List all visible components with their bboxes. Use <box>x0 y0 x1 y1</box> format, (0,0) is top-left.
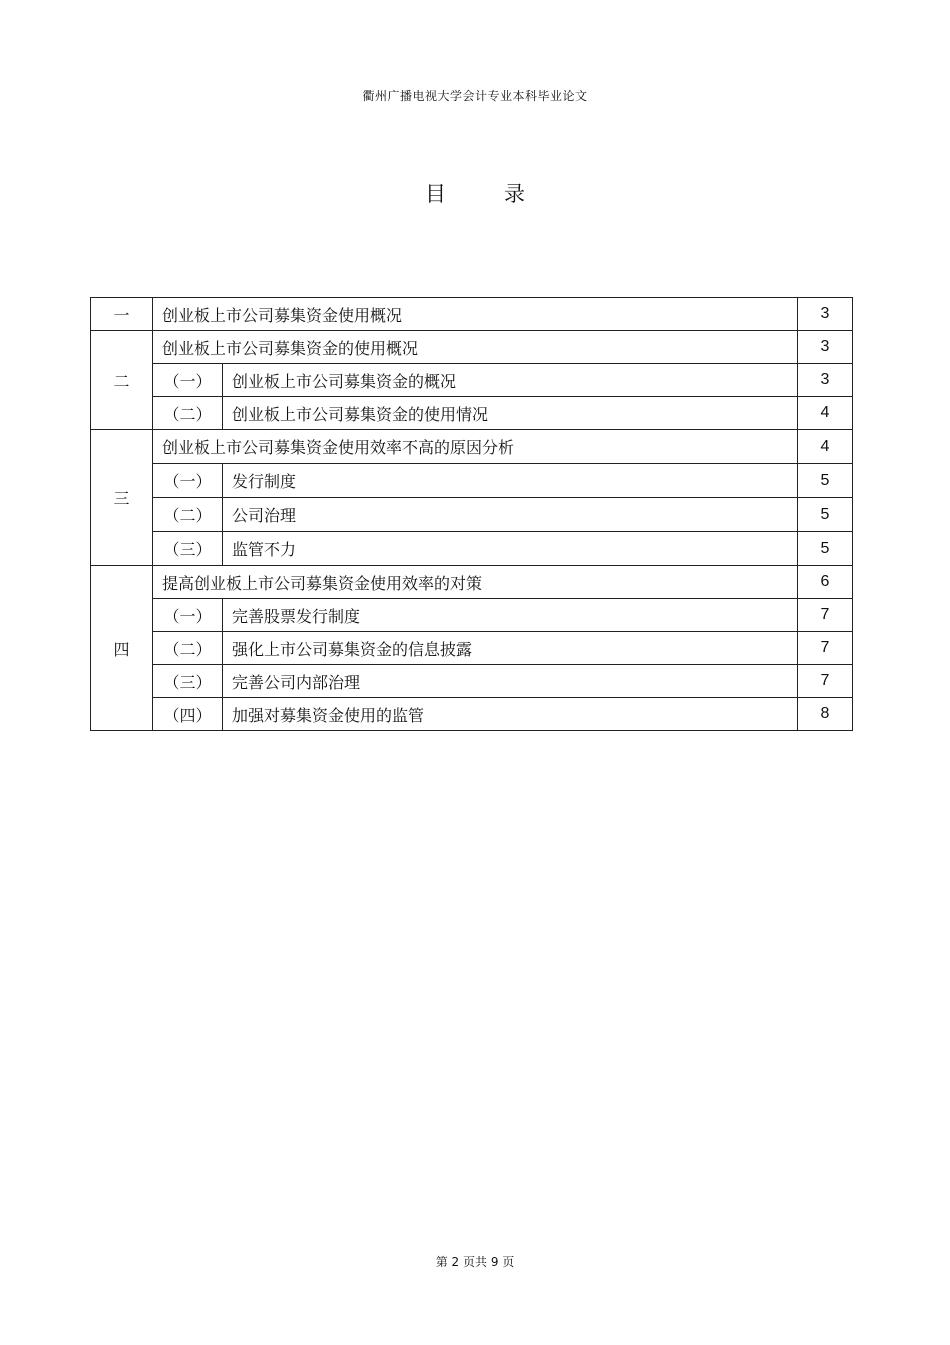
subsection-label: （一） <box>153 464 223 498</box>
page-number: 5 <box>798 498 853 532</box>
subsection-label: （三） <box>153 665 223 698</box>
toc-row <box>91 599 853 632</box>
subsection-label: （二） <box>153 397 223 430</box>
subsection-label: （一） <box>153 599 223 632</box>
page-number: 7 <box>798 665 853 698</box>
subsection-title: 公司治理 <box>223 498 798 532</box>
toc-table <box>90 297 853 731</box>
section-title: 提高创业板上市公司募集资金使用效率的对策 <box>153 566 798 599</box>
subsection-title: 完善股票发行制度 <box>223 599 798 632</box>
subsection-title: 完善公司内部治理 <box>223 665 798 698</box>
page-footer: 第 2 页共 9 页 <box>435 1255 515 1269</box>
section-title: 创业板上市公司募集资金使用效率不高的原因分析 <box>153 430 798 464</box>
page-number: 8 <box>798 698 853 731</box>
toc-row <box>91 498 853 532</box>
subsection-label: （一） <box>153 364 223 397</box>
subsection-title: 创业板上市公司募集资金的使用情况 <box>223 397 798 430</box>
subsection-label: （三） <box>153 532 223 566</box>
page-number: 7 <box>798 599 853 632</box>
toc-row <box>91 632 853 665</box>
section-title: 创业板上市公司募集资金使用概况 <box>153 298 798 331</box>
toc-row <box>91 430 853 464</box>
running-header: 衢州广播电视大学会计专业本科毕业论文 <box>362 89 588 103</box>
title-char-1: 目 <box>425 182 446 206</box>
subsection-title: 强化上市公司募集资金的信息披露 <box>223 632 798 665</box>
subsection-label: （四） <box>153 698 223 731</box>
page-number: 6 <box>798 566 853 599</box>
toc-row <box>91 698 853 731</box>
subsection-title: 加强对募集资金使用的监管 <box>223 698 798 731</box>
title-char-2: 录 <box>504 182 525 206</box>
toc-row <box>91 364 853 397</box>
page-number: 5 <box>798 464 853 498</box>
toc-row <box>91 532 853 566</box>
page-number: 3 <box>798 364 853 397</box>
page-number: 4 <box>798 430 853 464</box>
page-title <box>0 178 950 208</box>
section-number: 四 <box>91 566 153 731</box>
subsection-label: （二） <box>153 632 223 665</box>
subsection-title: 创业板上市公司募集资金的概况 <box>223 364 798 397</box>
section-number: 二 <box>91 331 153 430</box>
subsection-label: （二） <box>153 498 223 532</box>
toc-row <box>91 298 853 331</box>
toc-row <box>91 397 853 430</box>
page-number: 3 <box>798 298 853 331</box>
toc-row <box>91 566 853 599</box>
section-title: 创业板上市公司募集资金的使用概况 <box>153 331 798 364</box>
page-number: 5 <box>798 532 853 566</box>
subsection-title: 监管不力 <box>223 532 798 566</box>
page-number: 7 <box>798 632 853 665</box>
subsection-title: 发行制度 <box>223 464 798 498</box>
page-number: 4 <box>798 397 853 430</box>
section-number: 三 <box>91 430 153 566</box>
toc-row <box>91 464 853 498</box>
page-number: 3 <box>798 331 853 364</box>
toc-row <box>91 331 853 364</box>
toc-row <box>91 665 853 698</box>
section-number: 一 <box>91 298 153 331</box>
